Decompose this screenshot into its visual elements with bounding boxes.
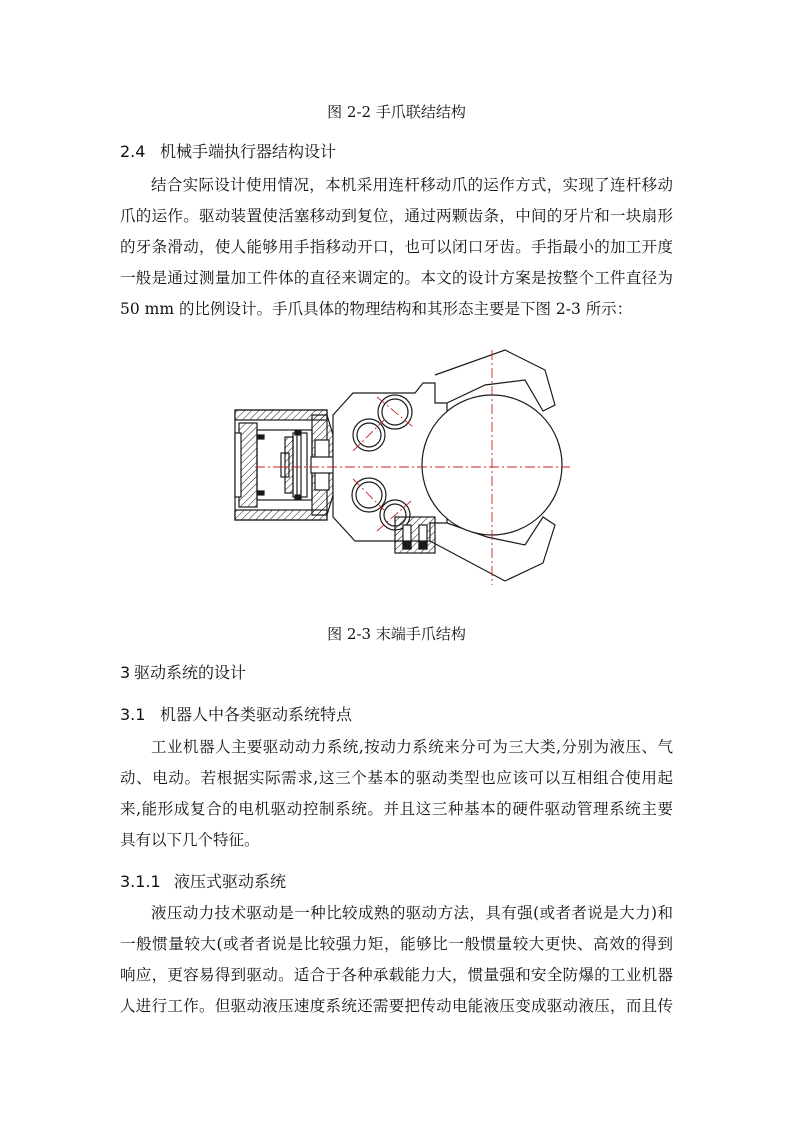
section-heading-3 bbox=[120, 660, 246, 683]
section-number: 3 bbox=[120, 663, 131, 682]
paragraph-line: 具有以下几个特征。 bbox=[120, 831, 260, 849]
section-title: 机械手端执行器结构设计 bbox=[160, 142, 337, 161]
section-heading-2-4 bbox=[120, 139, 336, 162]
section-number: 2.4 bbox=[120, 142, 146, 161]
paragraph-line: 响应，更容易得到驱动。适合于各种承载能力大，惯量强和安全防爆的工业机器 bbox=[120, 966, 673, 984]
paragraph-line: 的牙条滑动，使人能够用手指移动开口，也可以闭口牙齿。手指最小的加工开度 bbox=[120, 238, 673, 256]
section-heading-3-1-1 bbox=[120, 869, 286, 892]
section-heading-3-1 bbox=[120, 702, 352, 725]
section-title: 驱动系统的设计 bbox=[134, 663, 247, 682]
paragraph-line: 液压动力技术驱动是一种比较成熟的驱动方法，具有强(或者者说是大力)和 bbox=[151, 904, 673, 922]
paragraph-line: 50 mm 的比例设计。手爪具体的物理结构和其形态主要是下图 2-3 所示： bbox=[120, 300, 633, 318]
paragraph-line: 一般是通过测量加工件体的直径来调定的。本文的设计方案是按整个工件直径为 bbox=[120, 269, 673, 287]
section-number: 3.1.1 bbox=[120, 872, 161, 891]
figure-caption-2-2: 图 2-2 手爪联结结构 bbox=[327, 103, 466, 121]
paragraph-line: 来,能形成复合的电机驱动控制系统。并且这三种基本的硬件驱动管理系统主要 bbox=[120, 800, 673, 818]
paragraph-line: 工业机器人主要驱动动力系统,按动力系统来分可为三大类,分别为液压、气 bbox=[151, 738, 673, 756]
section-title: 液压式驱动系统 bbox=[174, 872, 287, 891]
paragraph-line: 一般惯量较大(或者者说是比较强力矩，能够比一般惯量较大更快、高效的得到 bbox=[120, 935, 673, 953]
paragraph-line: 动、电动。若根据实际需求,这三个基本的驱动类型也应该可以互相组合使用起 bbox=[120, 769, 673, 787]
paragraph-gripper-design bbox=[120, 170, 673, 325]
paragraph-line: 结合实际设计使用情况，本机采用连杆移动爪的运作方式，实现了连杆移动 bbox=[151, 176, 673, 194]
paragraph-hydraulic-drive bbox=[120, 898, 673, 1022]
section-number: 3.1 bbox=[120, 705, 146, 724]
figure-caption-2-3: 图 2-3 末端手爪结构 bbox=[327, 625, 466, 643]
gripper-structure-drawing bbox=[225, 345, 575, 585]
section-title: 机器人中各类驱动系统特点 bbox=[160, 705, 353, 724]
paragraph-drive-types bbox=[120, 732, 673, 856]
paragraph-line: 人进行工作。但驱动液压速度系统还需要把传动电能液压变成驱动液压，而且传 bbox=[120, 997, 673, 1015]
paragraph-line: 爪的运作。驱动装置使活塞移动到复位，通过两颗齿条，中间的牙片和一块扇形 bbox=[120, 207, 673, 225]
